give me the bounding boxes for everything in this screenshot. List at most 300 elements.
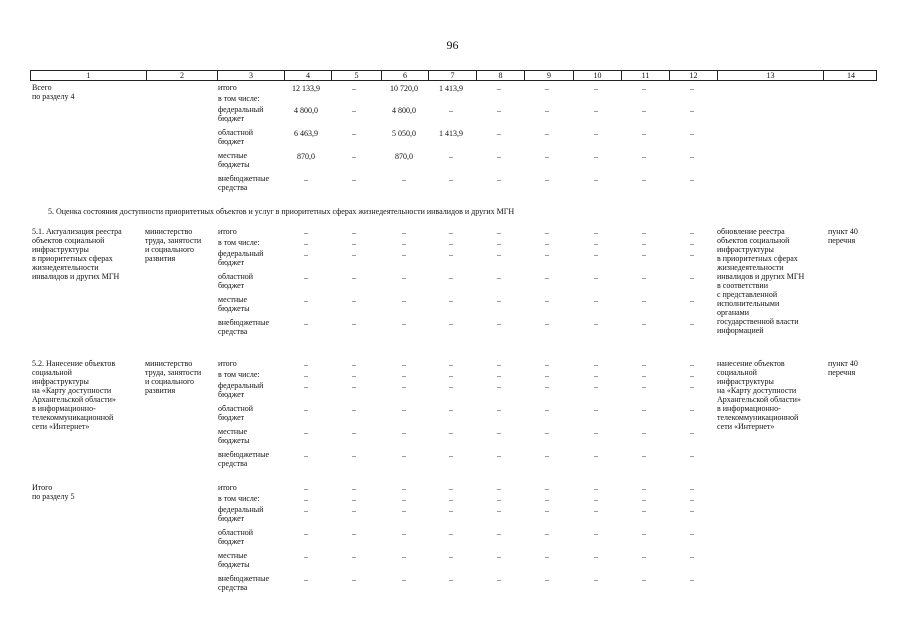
item-5-2-value: – xyxy=(402,451,406,460)
item-5-1-value: – xyxy=(545,239,549,248)
item-5-2-ref: перечня xyxy=(828,368,856,377)
section5-total-value: – xyxy=(497,495,501,504)
column-header-6: 6 xyxy=(381,71,428,80)
item-5-2-value: – xyxy=(545,382,549,391)
section5-total-value: – xyxy=(690,575,694,584)
item-5-1-fin-label: средства xyxy=(218,327,248,336)
item-5-2-name: в информационно- xyxy=(32,404,96,413)
section4-total-fin-label: итого xyxy=(218,83,237,92)
section4-total-value: – xyxy=(690,84,694,93)
item-5-1-fin-label: федеральный xyxy=(218,249,264,258)
column-header-9: 9 xyxy=(524,71,573,80)
item-5-2-value: – xyxy=(545,451,549,460)
section5-total-value: – xyxy=(352,575,356,584)
item-5-2-result: инфраструктуры xyxy=(717,377,774,386)
item-5-2-value: – xyxy=(402,428,406,437)
column-header-11: 11 xyxy=(621,71,669,80)
item-5-1-name: инфраструктуры xyxy=(32,245,89,254)
column-number-header xyxy=(30,70,877,81)
item-5-1-fin-label: итого xyxy=(218,227,237,236)
item-5-1-value: – xyxy=(594,239,598,248)
item-5-1-ref: пункт 40 xyxy=(828,227,858,236)
item-5-2-value: – xyxy=(304,405,308,414)
item-5-1-result: объектов социальной xyxy=(717,236,790,245)
section5-total-value: – xyxy=(304,495,308,504)
section4-total-value: – xyxy=(594,175,598,184)
column-header-5: 5 xyxy=(331,71,381,80)
section4-total-value: – xyxy=(402,175,406,184)
section5-total-fin-label: в том числе: xyxy=(218,494,260,503)
section4-total-value: – xyxy=(352,129,356,138)
item-5-2-value: – xyxy=(497,371,501,380)
item-5-2-fin-label: бюджет xyxy=(218,413,245,422)
section4-total-fin-label: федеральный xyxy=(218,105,264,114)
item-5-2-value: – xyxy=(642,360,646,369)
section4-total-value: – xyxy=(690,106,694,115)
item-5-2-value: – xyxy=(594,371,598,380)
item-5-1-result: органами xyxy=(717,308,750,317)
item-5-1-value: – xyxy=(690,296,694,305)
item-5-2-value: – xyxy=(449,371,453,380)
section5-total-value: – xyxy=(449,484,453,493)
section5-total-value: – xyxy=(497,552,501,561)
item-5-1-value: – xyxy=(352,250,356,259)
section4-total-value: – xyxy=(545,84,549,93)
section4-total-value: – xyxy=(545,129,549,138)
section5-total-value: – xyxy=(642,529,646,538)
item-5-1-fin-label: в том числе: xyxy=(218,238,260,247)
item-5-1-value: – xyxy=(352,228,356,237)
section5-total-value: – xyxy=(594,575,598,584)
section4-total-value: – xyxy=(352,84,356,93)
section4-total-value: – xyxy=(497,129,501,138)
section4-total-value: 10 720,0 xyxy=(390,84,418,93)
item-5-2-name: на «Карту доступности xyxy=(32,386,112,395)
column-header-1: 1 xyxy=(86,71,91,80)
section4-total-value: 4 800,0 xyxy=(392,106,416,115)
item-5-1-value: – xyxy=(449,239,453,248)
item-5-1-ref: перечня xyxy=(828,236,856,245)
section5-total-value: – xyxy=(449,552,453,561)
section5-title: 5. Оценка состояния доступности приоритетных объектов и услуг в приоритетных сферах жизнедеятельности инвалидов и других МГН xyxy=(48,207,515,216)
section4-total-value: – xyxy=(690,175,694,184)
section4-total-value: – xyxy=(497,175,501,184)
item-5-1-result: исполнительными xyxy=(717,299,780,308)
section5-total-value: – xyxy=(594,495,598,504)
item-5-1-value: – xyxy=(594,273,598,282)
item-5-1-value: – xyxy=(497,296,501,305)
item-5-1-value: – xyxy=(402,319,406,328)
item-5-1-value: – xyxy=(449,296,453,305)
section4-total-value: – xyxy=(690,152,694,161)
item-5-1-value: – xyxy=(497,239,501,248)
item-5-2-value: – xyxy=(449,405,453,414)
section5-total-fin-label: областной xyxy=(218,528,254,537)
item-5-1-value: – xyxy=(304,239,308,248)
item-5-1-value: – xyxy=(594,250,598,259)
item-5-2-value: – xyxy=(497,382,501,391)
section4-total-fin-label: средства xyxy=(218,183,248,192)
item-5-1-value: – xyxy=(545,319,549,328)
item-5-1-value: – xyxy=(304,228,308,237)
section5-total-value: – xyxy=(497,529,501,538)
item-5-2-value: – xyxy=(304,428,308,437)
section5-total-value: – xyxy=(402,575,406,584)
column-header-8: 8 xyxy=(476,71,524,80)
section4-total-value: – xyxy=(497,106,501,115)
item-5-1-value: – xyxy=(690,273,694,282)
section5-total-value: – xyxy=(449,575,453,584)
item-5-1-value: – xyxy=(545,296,549,305)
section5-total-value: – xyxy=(545,575,549,584)
item-5-1-value: – xyxy=(545,250,549,259)
section4-total-label: Всего xyxy=(32,83,52,92)
item-5-1-value: – xyxy=(690,228,694,237)
section5-total-fin-label: федеральный xyxy=(218,505,264,514)
section5-total-value: – xyxy=(449,495,453,504)
item-5-2-fin-label: итого xyxy=(218,359,237,368)
item-5-1-value: – xyxy=(545,228,549,237)
section4-total-value: – xyxy=(545,175,549,184)
section4-total-fin-label: внебюджетные xyxy=(218,174,269,183)
section5-total-value: – xyxy=(304,484,308,493)
item-5-2-value: – xyxy=(352,451,356,460)
item-5-2-value: – xyxy=(402,360,406,369)
section5-total-value: – xyxy=(642,506,646,515)
item-5-1-value: – xyxy=(352,273,356,282)
section4-total-value: – xyxy=(449,175,453,184)
item-5-1-value: – xyxy=(642,239,646,248)
item-5-2-value: – xyxy=(352,382,356,391)
item-5-1-value: – xyxy=(402,228,406,237)
item-5-1-value: – xyxy=(545,273,549,282)
section5-total-value: – xyxy=(449,506,453,515)
section5-total-value: – xyxy=(402,495,406,504)
item-5-1-fin-label: областной xyxy=(218,272,254,281)
item-5-1-value: – xyxy=(449,228,453,237)
item-5-1-name: 5.1. Актуализация реестра xyxy=(32,227,122,236)
section4-total-label: по разделу 4 xyxy=(32,92,75,101)
item-5-2-result: на «Карту доступности xyxy=(717,386,797,395)
item-5-2-value: – xyxy=(594,360,598,369)
item-5-1-value: – xyxy=(304,319,308,328)
item-5-2-name: 5.2. Нанесение объектов xyxy=(32,359,116,368)
section5-total-value: – xyxy=(545,529,549,538)
item-5-2-value: – xyxy=(545,371,549,380)
section4-total-value: 4 800,0 xyxy=(294,106,318,115)
section4-total-value: – xyxy=(497,84,501,93)
item-5-2-value: – xyxy=(497,428,501,437)
item-5-1-value: – xyxy=(449,319,453,328)
section5-total-value: – xyxy=(304,552,308,561)
section4-total-value: – xyxy=(642,175,646,184)
section5-total-value: – xyxy=(690,495,694,504)
section5-total-value: – xyxy=(497,575,501,584)
item-5-2-fin-label: бюджет xyxy=(218,390,245,399)
item-5-2-fin-label: средства xyxy=(218,459,248,468)
section5-total-value: – xyxy=(304,529,308,538)
item-5-1-value: – xyxy=(449,250,453,259)
item-5-1-value: – xyxy=(402,273,406,282)
section5-total-fin-label: местные xyxy=(218,551,248,560)
column-header-2: 2 xyxy=(146,71,217,80)
item-5-1-executor: министерство xyxy=(145,227,193,236)
section5-total-label: по разделу 5 xyxy=(32,492,75,501)
item-5-2-value: – xyxy=(402,405,406,414)
item-5-1-value: – xyxy=(642,273,646,282)
item-5-2-value: – xyxy=(304,451,308,460)
item-5-1-result: в соответствии xyxy=(717,281,768,290)
section4-total-fin-label: бюджеты xyxy=(218,160,250,169)
section4-total-value: 6 463,9 xyxy=(294,129,318,138)
section5-total-value: – xyxy=(594,552,598,561)
section5-total-label: Итого xyxy=(32,483,53,492)
column-header-3: 3 xyxy=(217,71,284,80)
section5-total-value: – xyxy=(690,506,694,515)
item-5-2-value: – xyxy=(352,371,356,380)
item-5-1-value: – xyxy=(449,273,453,282)
item-5-1-result: с представленной xyxy=(717,290,778,299)
item-5-2-result: телекоммуникационной xyxy=(717,413,799,422)
item-5-1-value: – xyxy=(497,273,501,282)
item-5-2-value: – xyxy=(497,405,501,414)
item-5-2-value: – xyxy=(545,428,549,437)
section5-total-value: – xyxy=(545,552,549,561)
section4-total-value: – xyxy=(449,152,453,161)
section4-total-value: – xyxy=(594,84,598,93)
section5-total-value: – xyxy=(352,506,356,515)
section4-total-value: 5 050,0 xyxy=(392,129,416,138)
section5-total-fin-label: бюджет xyxy=(218,537,245,546)
item-5-2-name: Архангельской области» xyxy=(32,395,116,404)
item-5-1-value: – xyxy=(402,239,406,248)
item-5-2-result: нанесение объектов xyxy=(717,359,785,368)
item-5-1-result: инфраструктуры xyxy=(717,245,774,254)
item-5-2-value: – xyxy=(594,405,598,414)
section4-total-value: – xyxy=(642,106,646,115)
item-5-1-result: в приоритетных сферах xyxy=(717,254,798,263)
item-5-1-result: инвалидов и других МГН xyxy=(717,272,805,281)
section4-total-value: – xyxy=(594,106,598,115)
item-5-2-value: – xyxy=(642,405,646,414)
item-5-1-name: объектов социальной xyxy=(32,236,105,245)
item-5-2-value: – xyxy=(545,360,549,369)
section5-total-value: – xyxy=(352,495,356,504)
item-5-1-value: – xyxy=(642,296,646,305)
item-5-1-fin-label: бюджет xyxy=(218,281,245,290)
item-5-1-value: – xyxy=(304,250,308,259)
item-5-2-value: – xyxy=(690,360,694,369)
item-5-2-value: – xyxy=(449,428,453,437)
section5-total-value: – xyxy=(402,506,406,515)
item-5-2-fin-label: внебюджетные xyxy=(218,450,269,459)
item-5-2-executor: труда, занятости xyxy=(145,368,202,377)
item-5-1-result: жизнедеятельности xyxy=(717,263,784,272)
column-header-13: 13 xyxy=(717,71,823,80)
item-5-1-fin-label: бюджеты xyxy=(218,304,250,313)
item-5-1-name: инвалидов и других МГН xyxy=(32,272,120,281)
column-header-10: 10 xyxy=(573,71,621,80)
section4-total-value: – xyxy=(642,84,646,93)
item-5-2-fin-label: областной xyxy=(218,404,254,413)
item-5-2-value: – xyxy=(497,360,501,369)
section4-total-value: – xyxy=(449,106,453,115)
item-5-2-result: сети «Интернет» xyxy=(717,422,775,431)
item-5-2-value: – xyxy=(690,382,694,391)
item-5-1-value: – xyxy=(352,296,356,305)
item-5-1-name: жизнедеятельности xyxy=(32,263,99,272)
item-5-1-fin-label: местные xyxy=(218,295,248,304)
item-5-2-value: – xyxy=(304,360,308,369)
item-5-1-value: – xyxy=(497,250,501,259)
item-5-2-value: – xyxy=(497,451,501,460)
section5-total-value: – xyxy=(545,495,549,504)
section5-total-value: – xyxy=(497,506,501,515)
section5-total-value: – xyxy=(690,484,694,493)
item-5-2-name: сети «Интернет» xyxy=(32,422,90,431)
section4-total-value: 12 133,9 xyxy=(292,84,320,93)
section5-total-value: – xyxy=(304,575,308,584)
section5-total-value: – xyxy=(352,552,356,561)
section5-total-value: – xyxy=(304,506,308,515)
section4-total-value: – xyxy=(497,152,501,161)
item-5-2-executor: развития xyxy=(145,386,176,395)
item-5-2-value: – xyxy=(352,428,356,437)
section4-total-value: – xyxy=(352,152,356,161)
section5-total-value: – xyxy=(690,529,694,538)
item-5-1-fin-label: бюджет xyxy=(218,258,245,267)
item-5-2-result: в информационно- xyxy=(717,404,781,413)
section4-total-value: – xyxy=(352,175,356,184)
item-5-1-value: – xyxy=(304,273,308,282)
column-header-7: 7 xyxy=(428,71,476,80)
section5-total-value: – xyxy=(402,484,406,493)
item-5-1-value: – xyxy=(690,319,694,328)
item-5-2-value: – xyxy=(402,371,406,380)
section5-total-value: – xyxy=(497,484,501,493)
item-5-1-executor: труда, занятости xyxy=(145,236,202,245)
section4-total-value: – xyxy=(545,106,549,115)
section5-total-fin-label: бюджеты xyxy=(218,560,250,569)
section4-total-value: – xyxy=(304,175,308,184)
section4-total-value: – xyxy=(642,152,646,161)
section5-total-value: – xyxy=(594,484,598,493)
column-header-14: 14 xyxy=(823,71,878,80)
section5-total-value: – xyxy=(352,484,356,493)
item-5-1-value: – xyxy=(594,319,598,328)
item-5-2-value: – xyxy=(594,451,598,460)
section4-total-value: 870,0 xyxy=(297,152,315,161)
item-5-1-value: – xyxy=(402,296,406,305)
column-header-12: 12 xyxy=(669,71,717,80)
section4-total-fin-label: в том числе: xyxy=(218,94,260,103)
section4-total-value: – xyxy=(545,152,549,161)
item-5-2-value: – xyxy=(690,371,694,380)
item-5-2-value: – xyxy=(352,405,356,414)
item-5-2-value: – xyxy=(642,382,646,391)
item-5-2-name: социальной xyxy=(32,368,72,377)
section4-total-fin-label: местные xyxy=(218,151,248,160)
item-5-2-result: Архангельской области» xyxy=(717,395,801,404)
item-5-1-value: – xyxy=(690,250,694,259)
item-5-1-value: – xyxy=(594,228,598,237)
section5-total-value: – xyxy=(642,484,646,493)
item-5-1-value: – xyxy=(642,319,646,328)
item-5-2-fin-label: в том числе: xyxy=(218,370,260,379)
column-header-4: 4 xyxy=(284,71,331,80)
section5-total-value: – xyxy=(545,506,549,515)
section5-total-value: – xyxy=(594,506,598,515)
section5-total-value: – xyxy=(690,552,694,561)
section5-total-value: – xyxy=(545,484,549,493)
item-5-2-value: – xyxy=(690,428,694,437)
item-5-2-executor: министерство xyxy=(145,359,193,368)
item-5-2-ref: пункт 40 xyxy=(828,359,858,368)
item-5-1-value: – xyxy=(594,296,598,305)
item-5-2-fin-label: бюджеты xyxy=(218,436,250,445)
item-5-2-value: – xyxy=(402,382,406,391)
item-5-2-name: телекоммуникационной xyxy=(32,413,114,422)
item-5-2-value: – xyxy=(594,382,598,391)
item-5-1-value: – xyxy=(402,250,406,259)
item-5-1-value: – xyxy=(642,228,646,237)
item-5-2-value: – xyxy=(304,382,308,391)
item-5-2-fin-label: местные xyxy=(218,427,248,436)
item-5-2-value: – xyxy=(594,428,598,437)
section4-total-value: – xyxy=(352,106,356,115)
section4-total-value: 1 413,9 xyxy=(439,129,463,138)
item-5-2-value: – xyxy=(690,451,694,460)
section5-total-value: – xyxy=(402,552,406,561)
item-5-2-executor: и социального xyxy=(145,377,195,386)
section5-total-value: – xyxy=(449,529,453,538)
item-5-2-result: социальной xyxy=(717,368,757,377)
item-5-2-name: инфраструктуры xyxy=(32,377,89,386)
item-5-1-value: – xyxy=(352,239,356,248)
section4-total-value: 1 413,9 xyxy=(439,84,463,93)
item-5-1-executor: и социального xyxy=(145,245,195,254)
section5-total-value: – xyxy=(594,529,598,538)
item-5-2-value: – xyxy=(352,360,356,369)
item-5-1-fin-label: внебюджетные xyxy=(218,318,269,327)
section5-total-value: – xyxy=(352,529,356,538)
item-5-1-result: информацией xyxy=(717,326,764,335)
item-5-2-value: – xyxy=(642,428,646,437)
section5-total-value: – xyxy=(642,495,646,504)
item-5-2-value: – xyxy=(449,382,453,391)
item-5-1-value: – xyxy=(352,319,356,328)
section4-total-fin-label: областной xyxy=(218,128,254,137)
section4-total-fin-label: бюджет xyxy=(218,114,245,123)
section4-total-value: – xyxy=(594,152,598,161)
item-5-2-value: – xyxy=(449,360,453,369)
section4-total-fin-label: бюджет xyxy=(218,137,245,146)
item-5-2-value: – xyxy=(690,405,694,414)
item-5-1-value: – xyxy=(690,239,694,248)
page-number: 96 xyxy=(446,38,459,52)
item-5-1-name: в приоритетных сферах xyxy=(32,254,113,263)
section5-total-fin-label: итого xyxy=(218,483,237,492)
section5-total-value: – xyxy=(642,575,646,584)
item-5-1-value: – xyxy=(497,319,501,328)
item-5-2-fin-label: федеральный xyxy=(218,381,264,390)
item-5-1-value: – xyxy=(304,296,308,305)
section4-total-value: – xyxy=(594,129,598,138)
item-5-2-value: – xyxy=(545,405,549,414)
item-5-1-value: – xyxy=(497,228,501,237)
section5-total-value: – xyxy=(402,529,406,538)
item-5-1-result: обновление реестра xyxy=(717,227,785,236)
